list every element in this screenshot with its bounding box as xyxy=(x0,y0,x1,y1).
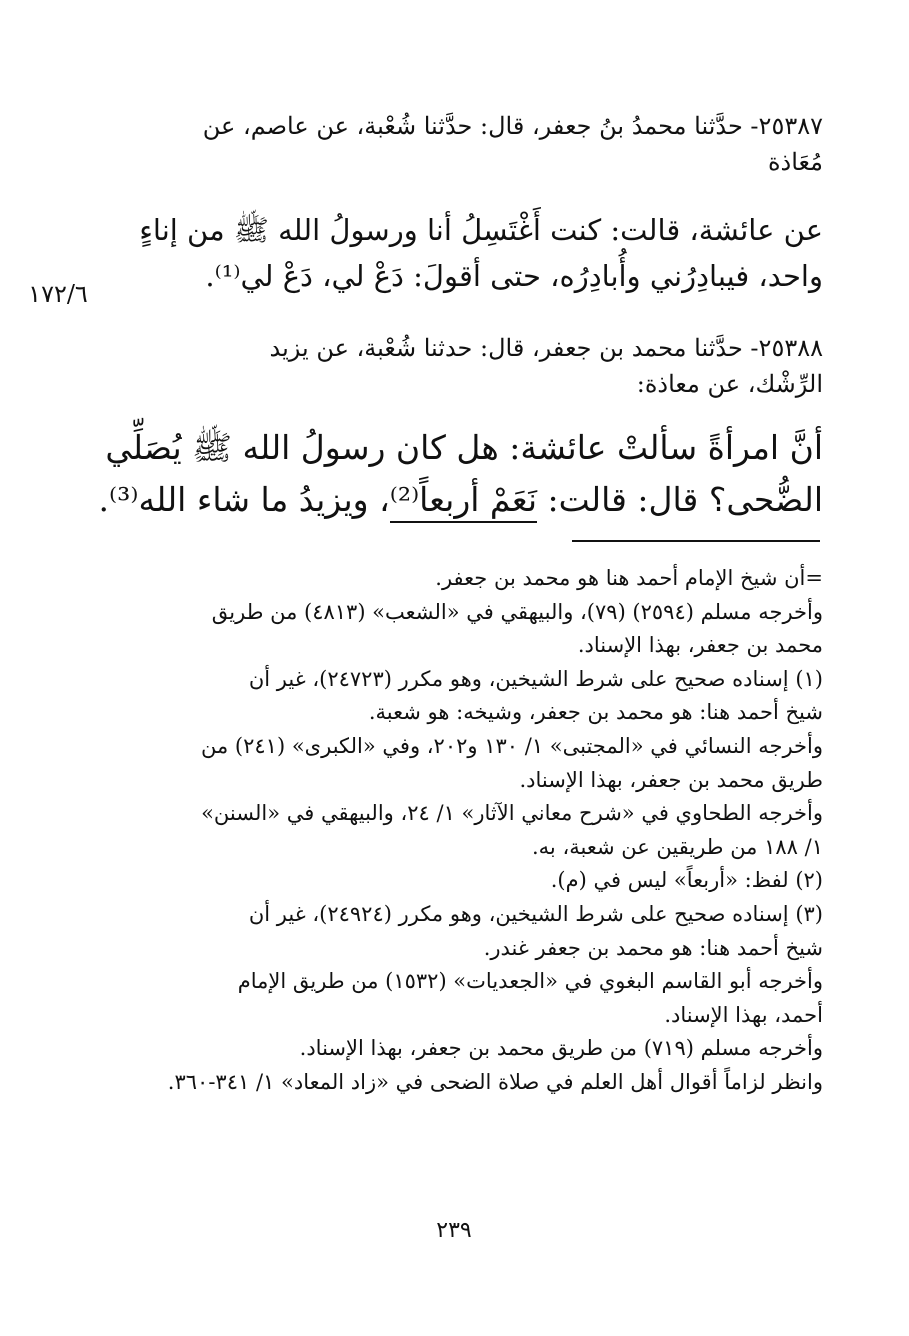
hadith-25387-matn-line-1: عن عائشة، قالت: كنت أَغْتَسِلُ أنا ورسولُ الله ﷺ من إناءٍ xyxy=(139,213,823,247)
hadith-25387-isnad xyxy=(133,108,823,180)
hadith-25387-matn xyxy=(133,207,823,299)
footnote-line: شيخ أحمد هنا: هو محمد بن جعفر، وشيخه: هو شعبة. xyxy=(368,700,823,725)
footnotes xyxy=(133,562,823,1100)
hadith-25388-isnad-line-1: ٢٥٣٨٨- حدَّثنا محمد بن جعفر، قال: حدثنا شُعْبة، عن يزيد xyxy=(269,334,823,362)
margin-volume-page-reference: ١٧٢/٦ xyxy=(28,280,88,308)
hadith-25387-isnad-line-1: ٢٥٣٨٧- حدَّثنا محمدُ بنُ جعفر، قال: حدَّثنا شُعْبة، عن عاصم، عن xyxy=(202,112,823,140)
footnote-line: ١/ ١٨٨ من طريقين عن شعبة، به. xyxy=(532,834,823,859)
hadith-25387-matn-line-2: واحد، فيبادِرُني وأُبادِرُه، حتى أقولَ: دَعْ لي، دَعْ لي⁽¹⁾. xyxy=(205,259,823,293)
footnote-line: طريق محمد بن جعفر، بهذا الإسناد. xyxy=(519,767,823,792)
footnote-line: وأخرجه الطحاوي في «شرح معاني الآثار» ١/ ٢٤، والبيهقي في «السنن» xyxy=(201,801,823,826)
footnote-line: وأخرجه مسلم (٧١٩) من طريق محمد بن جعفر، بهذا الإسناد. xyxy=(299,1036,823,1061)
footnote-line: شيخ أحمد هنا: هو محمد بن جعفر غندر. xyxy=(483,935,823,960)
hadith-25388-matn-line-2-end: ، ويزيدُ ما شاء الله⁽³⁾. xyxy=(98,480,390,519)
hadith-25387-isnad-line-2: مُعَاذة xyxy=(767,148,823,176)
hadith-25388-isnad-line-2: الرِّشْك، عن معاذة: xyxy=(636,370,823,398)
hadith-25388-matn-line-2-start: الضُّحى؟ قال: قالت: xyxy=(547,480,823,519)
footnote-line: أحمد، بهذا الإسناد. xyxy=(664,1002,823,1027)
footnote-line: وأخرجه النسائي في «المجتبى» ١/ ١٣٠ و٢٠٢، وفي «الكبرى» (٢٤١) من xyxy=(201,733,823,758)
footnote-line: =أن شيخ الإمام أحمد هنا هو محمد بن جعفر. xyxy=(435,566,823,590)
hadith-25388-matn xyxy=(98,422,823,526)
footnote-divider xyxy=(572,540,820,542)
hadith-25388-underlined-phrase: نَعَمْ أربعاً⁽²⁾ xyxy=(390,480,537,523)
footnote-line: محمد بن جعفر، بهذا الإسناد. xyxy=(577,633,823,658)
footnote-line: (٢) لفظ: «أربعاً» ليس في (م). xyxy=(550,868,823,893)
hadith-25388-isnad xyxy=(133,330,823,402)
footnote-line: وأخرجه مسلم (٢٥٩٤) (٧٩)، والبيهقي في «الشعب» (٤٨١٣) من طريق xyxy=(211,599,823,624)
footnote-line: (٣) إسناده صحيح على شرط الشيخين، وهو مكرر (٢٤٩٢٤)، غير أن xyxy=(248,901,823,926)
footnote-line: وانظر لزاماً أقوال أهل العلم في صلاة الضحى في «زاد المعاد» ١/ ٣٤١-٣٦٠. xyxy=(167,1069,823,1094)
hadith-25388-matn-line-1: أنَّ امرأةً سألتْ عائشة: هل كان رسولُ الله ﷺ يُصَلِّي xyxy=(105,428,823,467)
footnote-line: وأخرجه أبو القاسم البغوي في «الجعديات» (١٥٣٢) من طريق الإمام xyxy=(237,969,823,994)
page-number: ٢٣٩ xyxy=(436,1218,472,1243)
footnote-line: (١) إسناده صحيح على شرط الشيخين، وهو مكرر (٢٤٧٢٣)، غير أن xyxy=(248,666,823,691)
hadith-25388-matn-line-2 xyxy=(98,474,823,526)
